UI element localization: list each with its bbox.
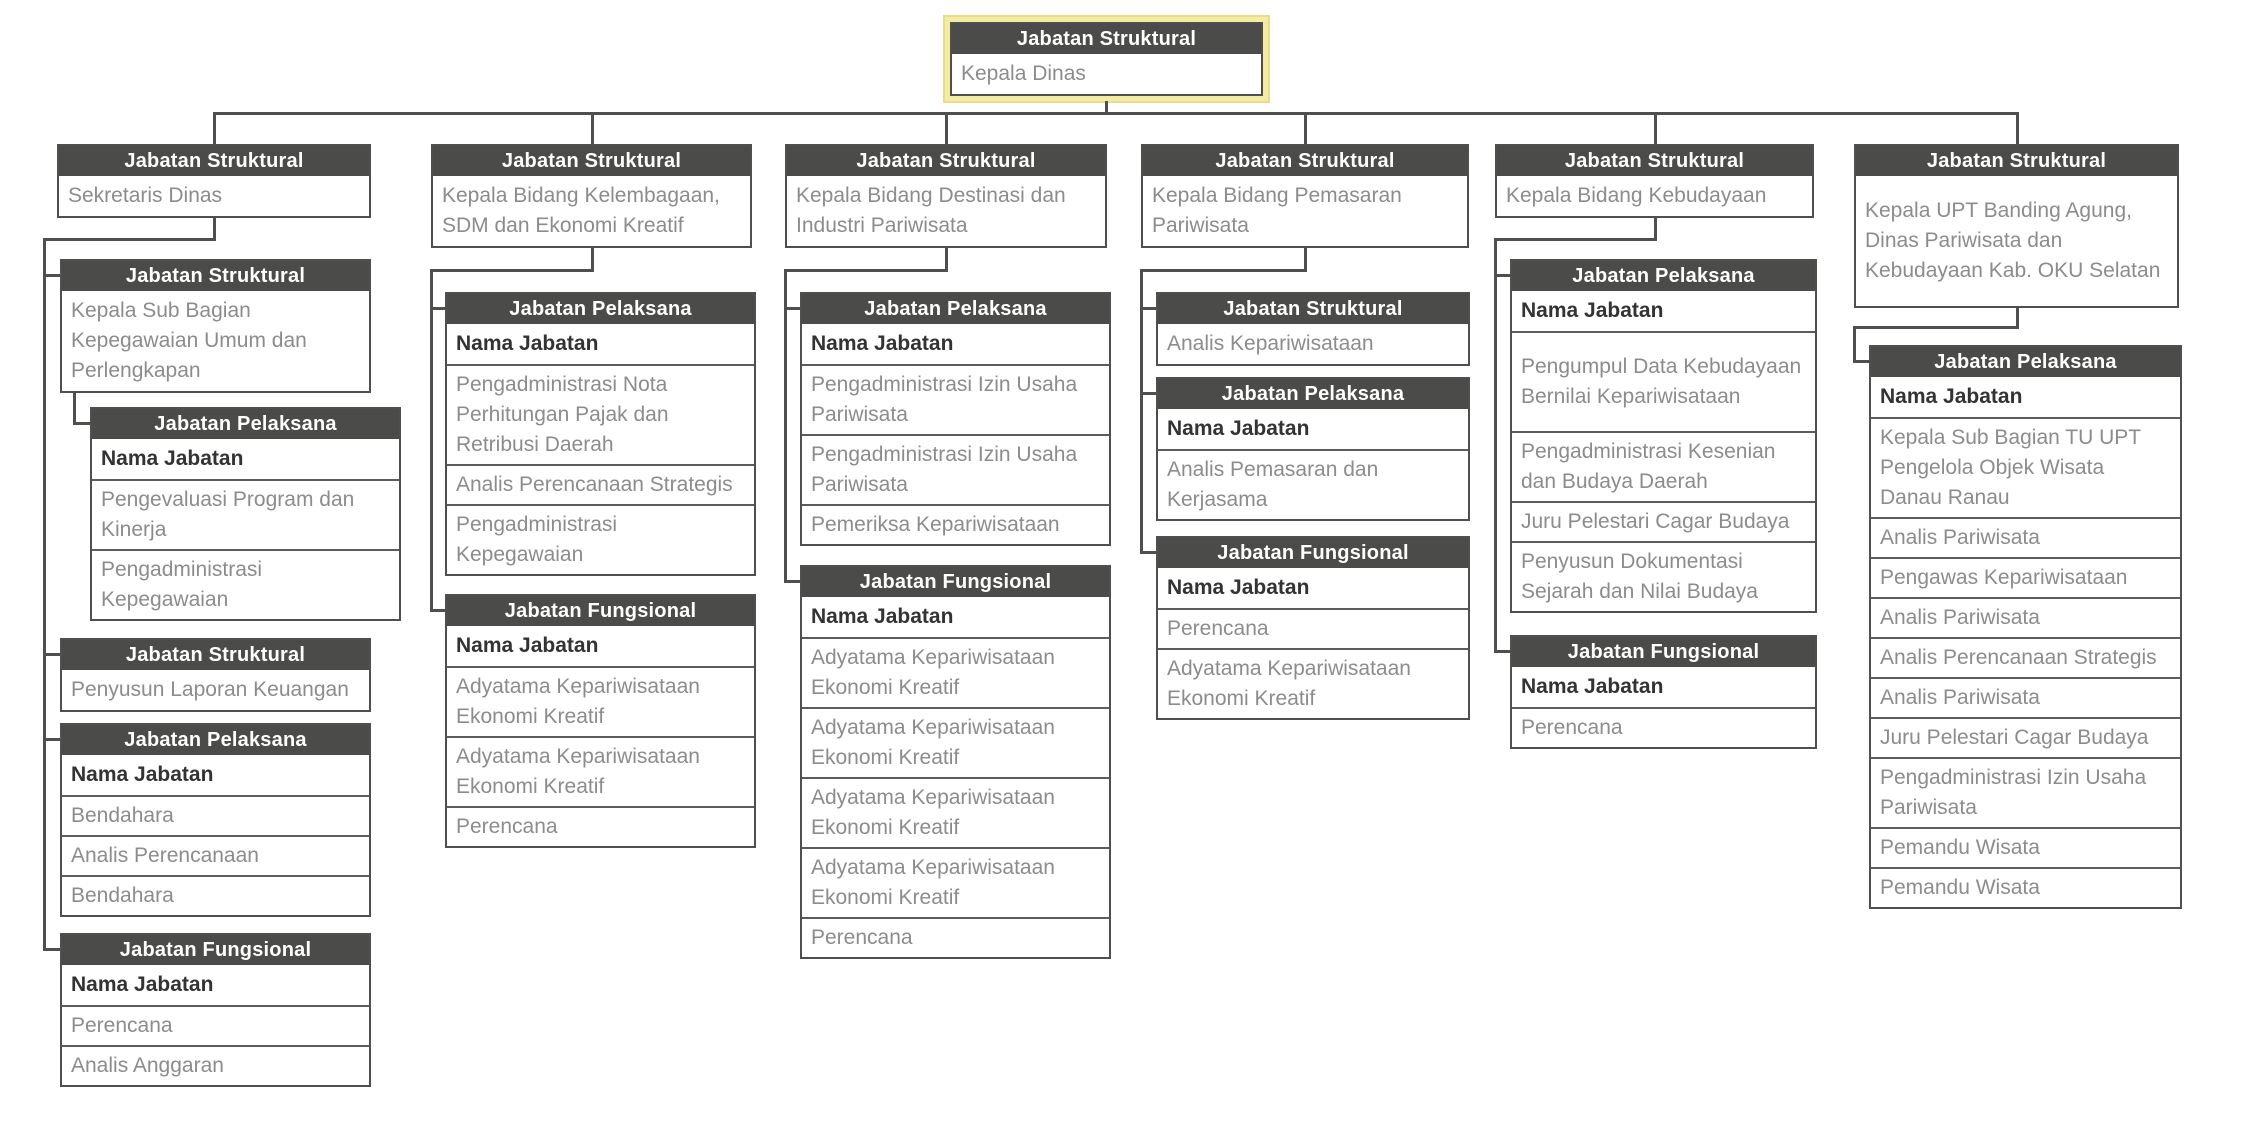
org-node-subheader: Nama Jabatan [456, 634, 599, 657]
connector-line [213, 217, 216, 241]
connector-line [43, 238, 46, 951]
org-node-role: Adyatama Kepariwisataan Ekonomi Kreatif [802, 707, 1109, 777]
org-node-role: Adyatama Kepariwisataan Ekonomi Kreatif [802, 847, 1109, 917]
connector-line [1304, 112, 1307, 144]
org-node[interactable] [60, 638, 371, 712]
connector-line [1654, 112, 1657, 144]
org-node-role: Perencana [1158, 608, 1468, 648]
org-node-role: Juru Pelestari Cagar Budaya [1871, 717, 2180, 757]
org-node-role: Kepala Sub Bagian Kepegawaian Umum dan Perlengkapan [71, 299, 307, 382]
org-node-subheader: Nama Jabatan [1521, 299, 1664, 322]
org-node-role: Pengawas Kepariwisataan [1871, 557, 2180, 597]
org-node-subheader: Nama Jabatan [71, 763, 214, 786]
org-node-header: Jabatan Struktural [1497, 146, 1812, 176]
connector-line [1496, 650, 1510, 653]
connector-line [1853, 326, 1856, 363]
org-node-subheader: Nama Jabatan [811, 332, 954, 355]
org-node-header: Jabatan Fungsional [447, 596, 754, 626]
org-node-role: Adyatama Kepariwisataan Ekonomi Kreatif [447, 736, 754, 806]
org-node-role: Pemeriksa Kepariwisataan [802, 504, 1109, 544]
org-node[interactable] [1854, 144, 2179, 308]
org-node[interactable] [1510, 259, 1817, 613]
org-node-role: Perencana [62, 1005, 369, 1045]
connector-line [1142, 307, 1156, 310]
connector-line [73, 422, 90, 425]
org-node-header: Jabatan Fungsional [802, 567, 1109, 597]
org-node-role: Perencana [447, 806, 754, 846]
connector-line [432, 307, 445, 310]
root-node-highlight [943, 15, 1270, 103]
org-node-header: Jabatan Pelaksana [1512, 261, 1815, 291]
org-node-subheader: Nama Jabatan [1167, 417, 1310, 440]
org-node-header: Jabatan Fungsional [62, 935, 369, 965]
org-node-role: Kepala Bidang Destinasi dan Industri Pariwisata [796, 184, 1066, 237]
connector-line [2016, 112, 2019, 144]
connector-line [786, 580, 800, 583]
org-node-header: Jabatan Struktural [952, 24, 1261, 54]
org-node-role: Bendahara [62, 795, 369, 835]
org-node-role: Analis Pariwisata [1871, 517, 2180, 557]
org-node[interactable] [1156, 292, 1470, 366]
connector-line [1496, 274, 1510, 277]
org-node-role: Analis Pariwisata [1871, 597, 2180, 637]
connector-line [213, 112, 2019, 115]
org-node-role: Pengadministrasi Izin Usaha Pariwisata [802, 364, 1109, 434]
org-node-role: Perencana [802, 917, 1109, 957]
org-node-header: Jabatan Fungsional [1158, 538, 1468, 568]
org-node-role: Pengadministrasi Kesenian dan Budaya Daerah [1512, 431, 1815, 501]
org-node-role: Kepala UPT Banding Agung, Dinas Pariwisata dan Kebudayaan Kab. OKU Selatan [1865, 199, 2161, 282]
connector-line [784, 269, 945, 272]
org-node-role: Pemandu Wisata [1871, 867, 2180, 907]
connector-line [1494, 238, 1497, 653]
org-node-subheader: Nama Jabatan [1167, 576, 1310, 599]
org-node-header: Jabatan Struktural [1856, 146, 2177, 176]
org-node-role: Analis Pariwisata [1871, 677, 2180, 717]
org-node-role: Analis Kepariwisataan [1167, 332, 1374, 355]
org-node[interactable] [60, 259, 371, 393]
connector-line [1654, 217, 1657, 241]
org-node[interactable] [785, 144, 1107, 248]
org-node[interactable] [445, 292, 756, 576]
org-node-role: Pengadministrasi Izin Usaha Pariwisata [1871, 757, 2180, 827]
root-node[interactable] [950, 22, 1263, 96]
org-node-role: Pengumpul Data Kebudayaan Bernilai Kepariwisataan [1512, 331, 1815, 431]
org-node-role: Adyatama Kepariwisataan Ekonomi Kreatif [447, 666, 754, 736]
org-node-role: Analis Perencanaan Strategis [1871, 637, 2180, 677]
org-node-header: Jabatan Struktural [62, 261, 369, 291]
connector-line [1140, 269, 1143, 554]
org-node-header: Jabatan Struktural [1143, 146, 1467, 176]
connector-line [432, 609, 445, 612]
connector-line [1494, 238, 1654, 241]
org-node-header: Jabatan Struktural [59, 146, 369, 176]
org-node-role: Pengevaluasi Program dan Kinerja [92, 479, 399, 549]
org-node-subheader: Nama Jabatan [101, 447, 244, 470]
org-node-subheader: Nama Jabatan [456, 332, 599, 355]
org-node-header: Jabatan Struktural [433, 146, 750, 176]
org-node-role: Kepala Bidang Pemasaran Pariwisata [1152, 184, 1402, 237]
org-node-header: Jabatan Struktural [62, 640, 369, 670]
connector-line [213, 112, 216, 144]
org-node-role: Analis Anggaran [62, 1045, 369, 1085]
org-node-subheader: Nama Jabatan [1880, 385, 2023, 408]
org-node-header: Jabatan Struktural [1158, 294, 1468, 324]
org-node[interactable] [1156, 536, 1470, 720]
org-node-role: Juru Pelestari Cagar Budaya [1512, 501, 1815, 541]
org-node[interactable] [1141, 144, 1469, 248]
org-node-role: Bendahara [62, 875, 369, 915]
connector-line [1142, 551, 1156, 554]
org-node-role: Pengadministrasi Izin Usaha Pariwisata [802, 434, 1109, 504]
org-node[interactable] [1495, 144, 1814, 218]
connector-line [786, 307, 800, 310]
connector-line [591, 112, 594, 144]
org-node-role: Kepala Dinas [961, 62, 1086, 85]
connector-line [45, 274, 60, 277]
org-node-role: Analis Pemasaran dan Kerjasama [1158, 449, 1468, 519]
org-node[interactable] [431, 144, 752, 248]
connector-line [945, 247, 948, 272]
org-node[interactable] [800, 565, 1111, 959]
org-node[interactable] [1869, 345, 2182, 909]
connector-line [1853, 326, 2016, 329]
org-node-role: Sekretaris Dinas [68, 184, 223, 207]
connector-line [784, 269, 787, 583]
connector-line [73, 392, 76, 425]
connector-line [1304, 247, 1307, 272]
connector-line [43, 238, 213, 241]
org-node-header: Jabatan Pelaksana [447, 294, 754, 324]
connector-line [45, 738, 60, 741]
org-node-role: Penyusun Dokumentasi Sejarah dan Nilai Budaya [1512, 541, 1815, 611]
org-node[interactable] [57, 144, 371, 218]
org-node-header: Jabatan Pelaksana [92, 409, 399, 439]
org-node-header: Jabatan Pelaksana [802, 294, 1109, 324]
org-node[interactable] [60, 933, 371, 1087]
org-node-role: Perencana [1512, 707, 1815, 747]
org-node-role: Penyusun Laporan Keuangan [71, 678, 349, 701]
connector-line [945, 112, 948, 144]
org-node-role: Kepala Bidang Kebudayaan [1506, 184, 1767, 207]
connector-line [430, 269, 591, 272]
org-node-role: Analis Perencanaan [62, 835, 369, 875]
org-node-role: Pengadministrasi Kepegawaian [447, 504, 754, 574]
org-node-header: Jabatan Pelaksana [1871, 347, 2180, 377]
connector-line [430, 269, 433, 612]
org-node-subheader: Nama Jabatan [71, 973, 214, 996]
org-node-header: Jabatan Fungsional [1512, 637, 1815, 667]
org-node-role: Pengadministrasi Nota Perhitungan Pajak dan Retribusi Daerah [447, 364, 754, 464]
org-node-header: Jabatan Struktural [787, 146, 1105, 176]
org-node-role: Adyatama Kepariwisataan Ekonomi Kreatif [802, 637, 1109, 707]
org-node[interactable] [1156, 377, 1470, 521]
org-node-role: Adyatama Kepariwisataan Ekonomi Kreatif [802, 777, 1109, 847]
org-node-role: Kepala Sub Bagian TU UPT Pengelola Objek Wisata Danau Ranau [1871, 417, 2180, 517]
connector-line [2016, 307, 2019, 329]
org-node[interactable] [1510, 635, 1817, 749]
connector-line [45, 653, 60, 656]
org-node-role: Adyatama Kepariwisataan Ekonomi Kreatif [1158, 648, 1468, 718]
org-node[interactable] [60, 723, 371, 917]
org-node[interactable] [90, 407, 401, 621]
org-node-role: Pemandu Wisata [1871, 827, 2180, 867]
connector-line [1140, 269, 1304, 272]
org-node-role: Analis Perencanaan Strategis [447, 464, 754, 504]
org-node[interactable] [445, 594, 756, 848]
org-node-subheader: Nama Jabatan [1521, 675, 1664, 698]
org-node-role: Kepala Bidang Kelembagaan, SDM dan Ekonomi Kreatif [442, 184, 720, 237]
connector-line [1855, 360, 1869, 363]
org-node-header: Jabatan Pelaksana [1158, 379, 1468, 409]
org-node[interactable] [800, 292, 1111, 546]
connector-line [45, 948, 60, 951]
connector-line [1142, 392, 1156, 395]
org-node-role: Pengadministrasi Kepegawaian [92, 549, 399, 619]
org-node-header: Jabatan Pelaksana [62, 725, 369, 755]
org-node-subheader: Nama Jabatan [811, 605, 954, 628]
connector-line [591, 247, 594, 272]
